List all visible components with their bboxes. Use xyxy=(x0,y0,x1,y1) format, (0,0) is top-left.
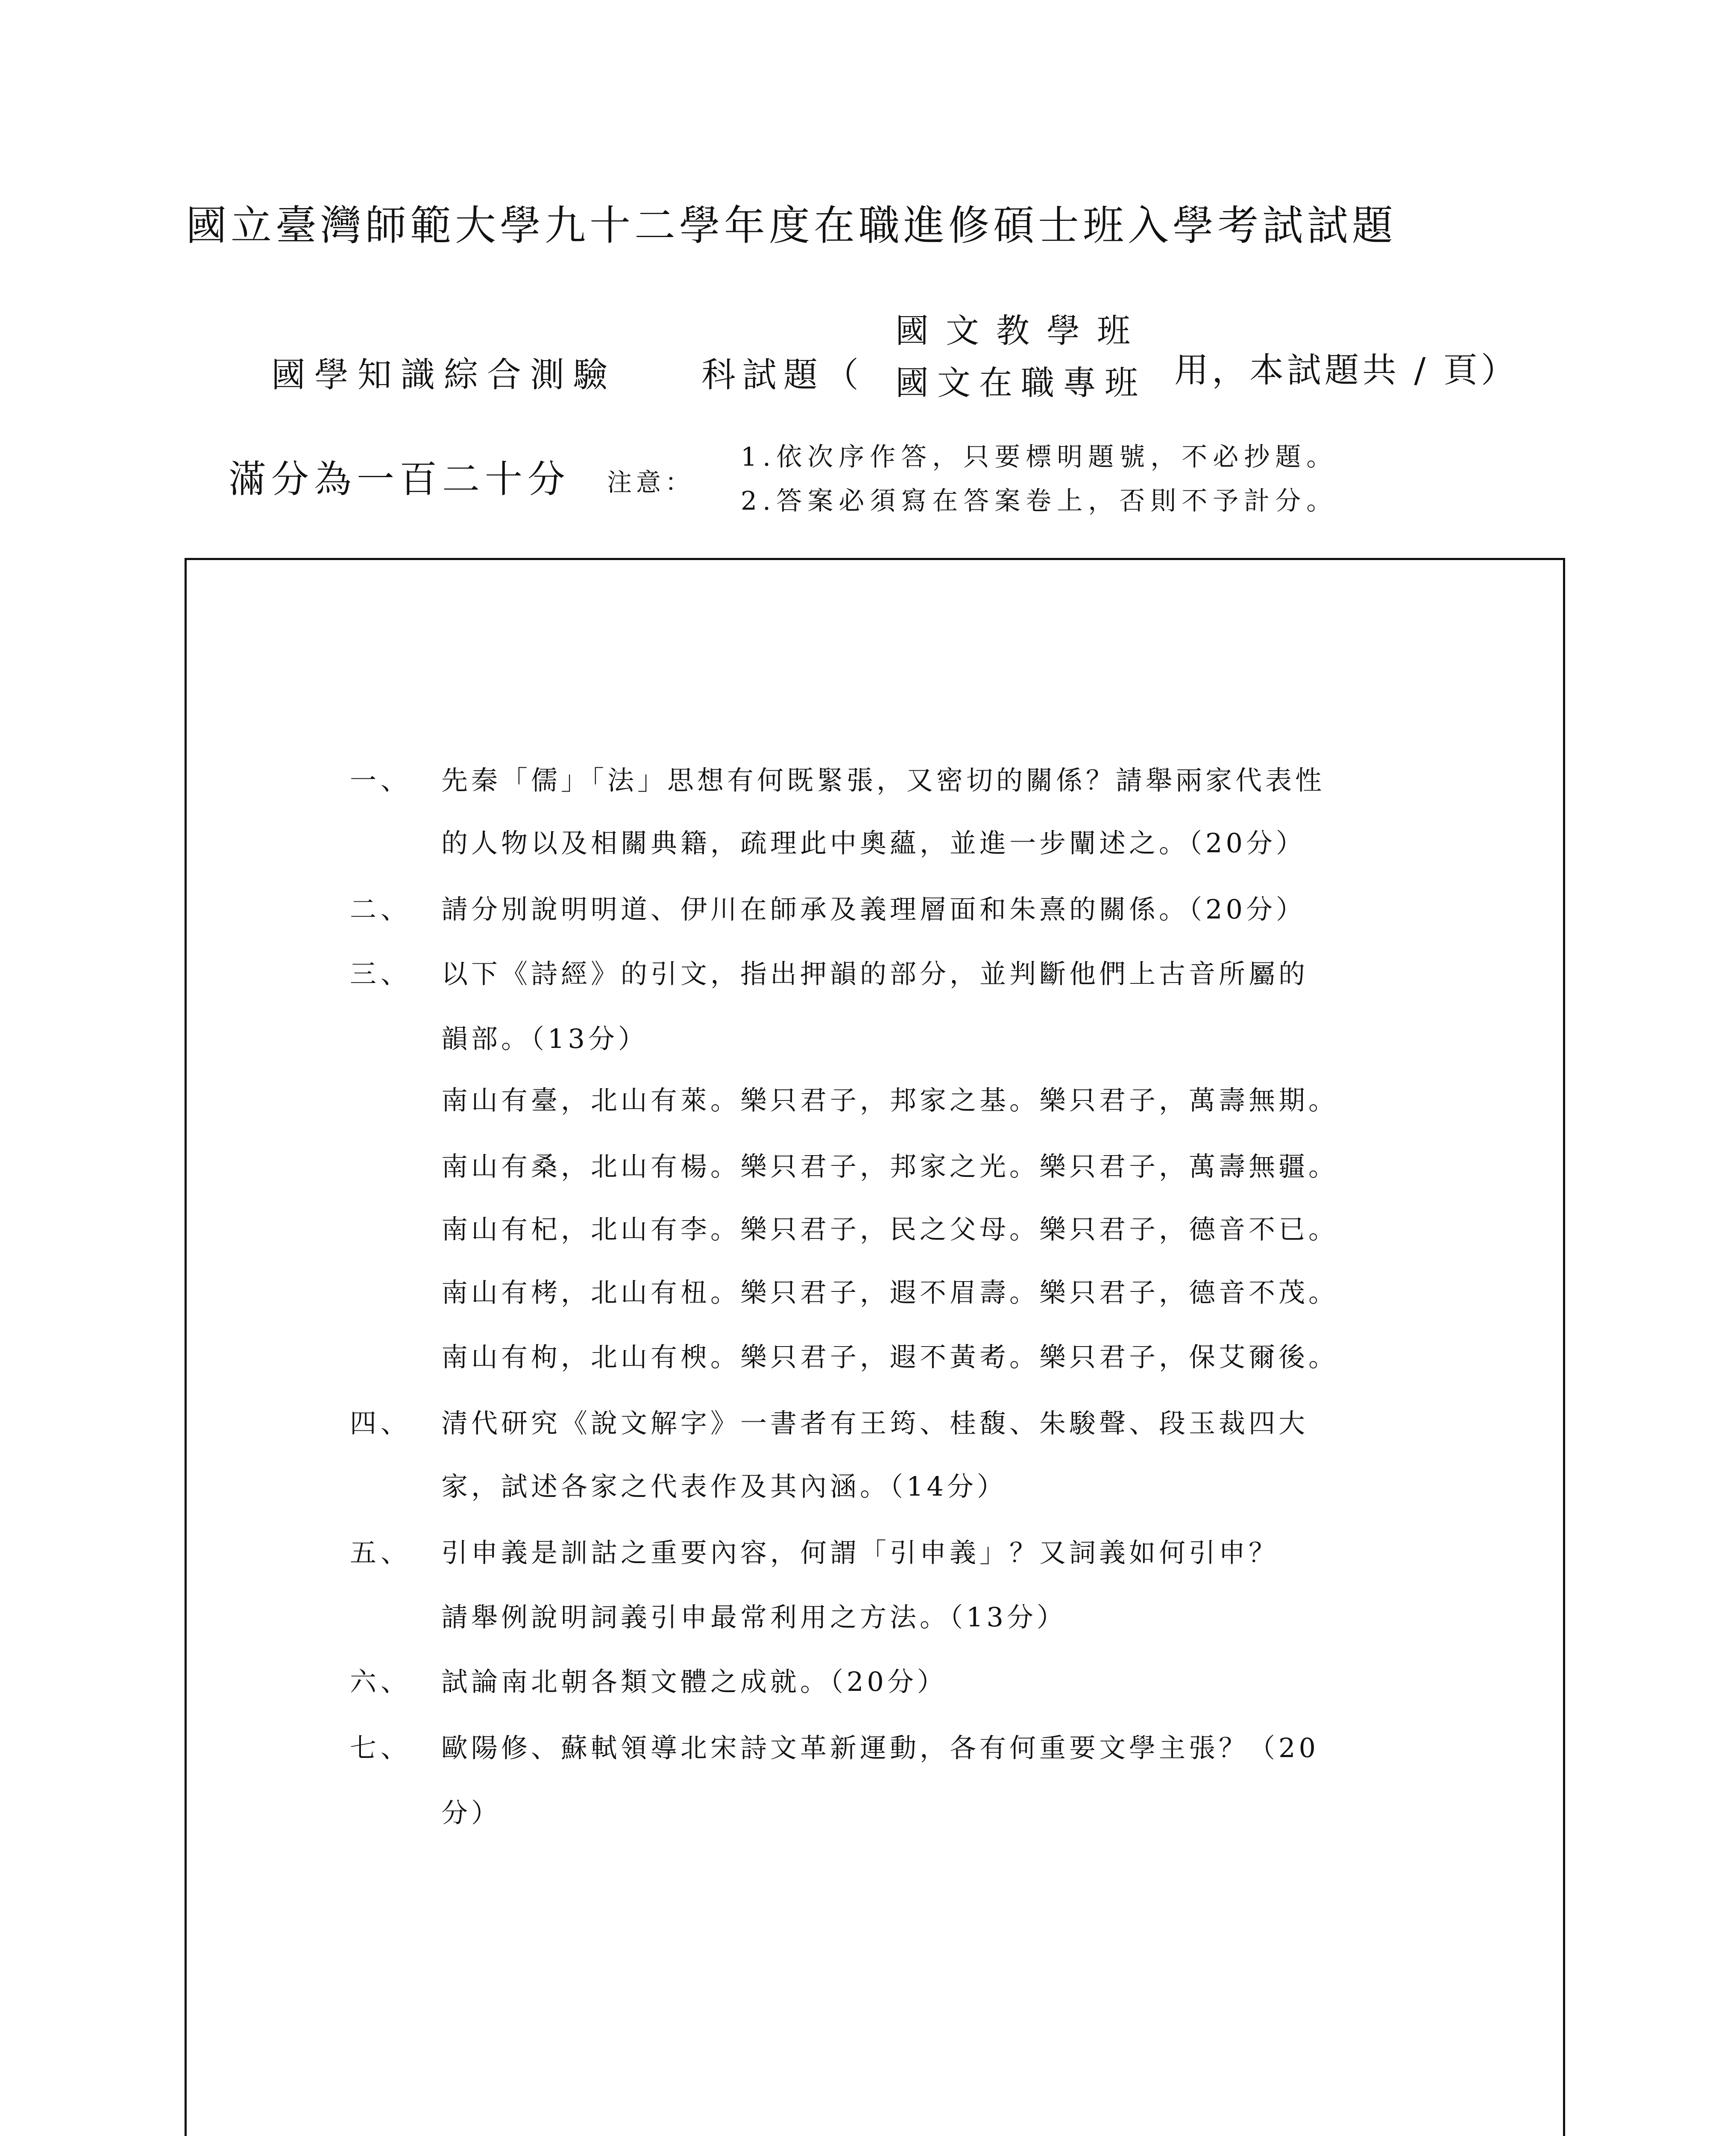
poem-line-2: 南山有桑，北山有楊。樂只君子，邦家之光。樂只君子，萬壽無疆。 xyxy=(441,1151,1339,1182)
subject-name: 國學知識綜合測驗 xyxy=(271,355,616,395)
question-3-number: 三、 xyxy=(350,958,412,989)
class-name-2: 國文在職專班 xyxy=(895,364,1147,402)
question-7-number: 七、 xyxy=(350,1732,412,1763)
question-4-line-1: 清代研究《說文解字》一書者有王筠、桂馥、朱駿聲、段玉裁四大 xyxy=(441,1408,1309,1439)
question-5-line-1: 引申義是訓詁之重要內容，何謂「引申義」？又詞義如何引申？ xyxy=(441,1537,1279,1568)
question-2-number: 二、 xyxy=(350,894,412,925)
question-4-line-2: 家，試述各家之代表作及其內涵。（14分） xyxy=(441,1471,1007,1502)
poem-line-3: 南山有杞，北山有李。樂只君子，民之父母。樂只君子，德音不已。 xyxy=(441,1214,1339,1245)
class-name-1: 國文教學班 xyxy=(895,312,1148,350)
question-1-number: 一、 xyxy=(350,765,412,796)
question-5-number: 五、 xyxy=(350,1537,412,1568)
question-1-line-1: 先秦「儒」「法」思想有何既緊張，又密切的關係？請舉兩家代表性 xyxy=(441,765,1325,796)
notice-item-2: 2.答案必須寫在答案卷上，否則不予計分。 xyxy=(741,486,1338,516)
question-1-line-2: 的人物以及相關典籍，疏理此中奧蘊，並進一步闡述之。（20分） xyxy=(441,827,1306,859)
question-5-line-2: 請舉例說明詞義引申最常利用之方法。（13分） xyxy=(441,1602,1067,1633)
question-2-line-1: 請分別說明明道、伊川在師承及義理層面和朱熹的關係。（20分） xyxy=(441,894,1306,925)
notice-item-1: 1.依次序作答，只要標明題號，不必抄題。 xyxy=(741,442,1338,472)
page-count-info: 用，本試題共 / 頁） xyxy=(1174,350,1519,390)
poem-line-1: 南山有臺，北山有萊。樂只君子，邦家之基。樂只君子，萬壽無期。 xyxy=(441,1085,1339,1116)
question-6-number: 六、 xyxy=(350,1666,412,1697)
subject-suffix: 科試題（ xyxy=(701,355,865,395)
notice-label: 注意： xyxy=(607,468,695,497)
question-box xyxy=(185,558,1565,2136)
question-7-line-1: 歐陽修、蘇軾領導北宋詩文革新運動，各有何重要文學主張？（20 xyxy=(441,1732,1319,1763)
exam-title: 國立臺灣師範大學九十二學年度在職進修碩士班入學考試試題 xyxy=(186,202,1397,249)
question-6-line-1: 試論南北朝各類文體之成就。（20分） xyxy=(441,1666,947,1697)
question-3-line-2: 韻部。（13分） xyxy=(441,1023,648,1054)
question-4-number: 四、 xyxy=(350,1408,412,1439)
poem-line-5: 南山有枸，北山有楰。樂只君子，遐不黃耇。樂只君子，保艾爾後。 xyxy=(441,1341,1339,1373)
question-3-line-1: 以下《詩經》的引文，指出押韻的部分，並判斷他們上古音所屬的 xyxy=(441,958,1309,989)
poem-line-4: 南山有栲，北山有杻。樂只君子，遐不眉壽。樂只君子，德音不茂。 xyxy=(441,1277,1339,1308)
full-score: 滿分為一百二十分 xyxy=(229,457,571,501)
question-7-line-2: 分） xyxy=(441,1797,501,1828)
